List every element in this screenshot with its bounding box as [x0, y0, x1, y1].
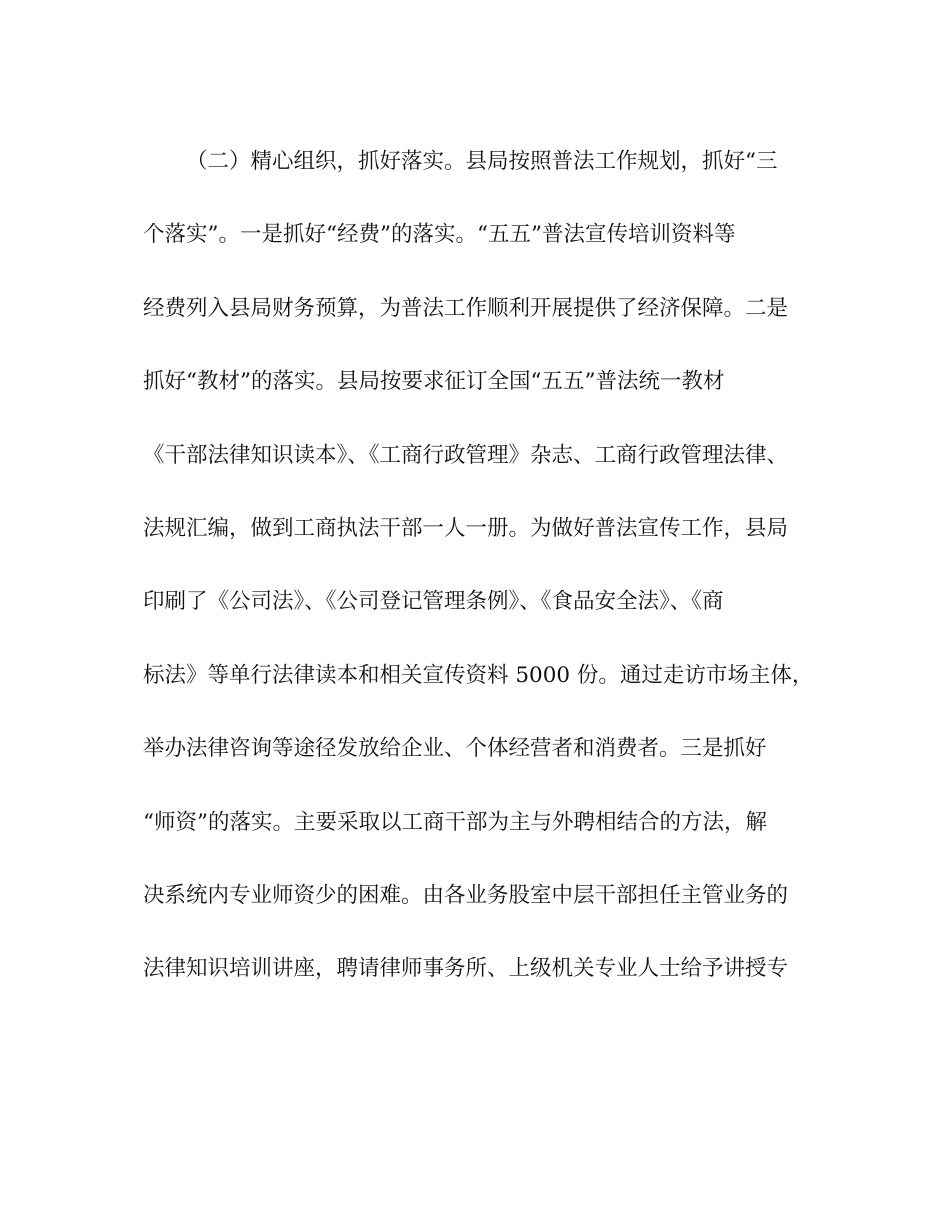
text-line: 抓好“教材”的落实。县局按要求征订全国“五五”普法统一教材	[143, 369, 725, 395]
text-line: 决系统内专业师资少的困难。由各业务股室中层干部担任主管业务的	[143, 882, 789, 908]
text-line: 法律知识培训讲座，聘请律师事务所、上级机关专业人士给予讲授专	[143, 956, 789, 982]
text-line: 印刷了《公司法》、《公司登记管理条例》、《食品安全法》、《商	[143, 589, 724, 615]
text-line: “师资”的落实。主要采取以工商干部为主与外聘相结合的方法，解	[143, 809, 767, 835]
text-line: 法规汇编，做到工商执法干部一人一册。为做好普法宣传工作，县局	[143, 515, 789, 541]
text-line: 标法》等单行法律读本和相关宣传资料 5000 份。通过走访市场主体，	[143, 662, 814, 688]
text-line: 举办法律咨询等途径发放给企业、个体经营者和消费者。三是抓好	[143, 736, 767, 762]
text-line: 《干部法律知识读本》、《工商行政管理》杂志、工商行政管理法律、	[143, 442, 789, 468]
paragraph	[143, 144, 823, 1025]
text-line: 个落实”。一是抓好“经费”的落实。“五五”普法宣传培训资料等	[143, 222, 736, 248]
text-line: （二）精心组织，抓好落实。县局按照普法工作规划，抓好“三	[186, 149, 778, 174]
text-line: 经费列入县局财务预算，为普法工作顺利开展提供了经济保障。二是	[143, 295, 789, 321]
